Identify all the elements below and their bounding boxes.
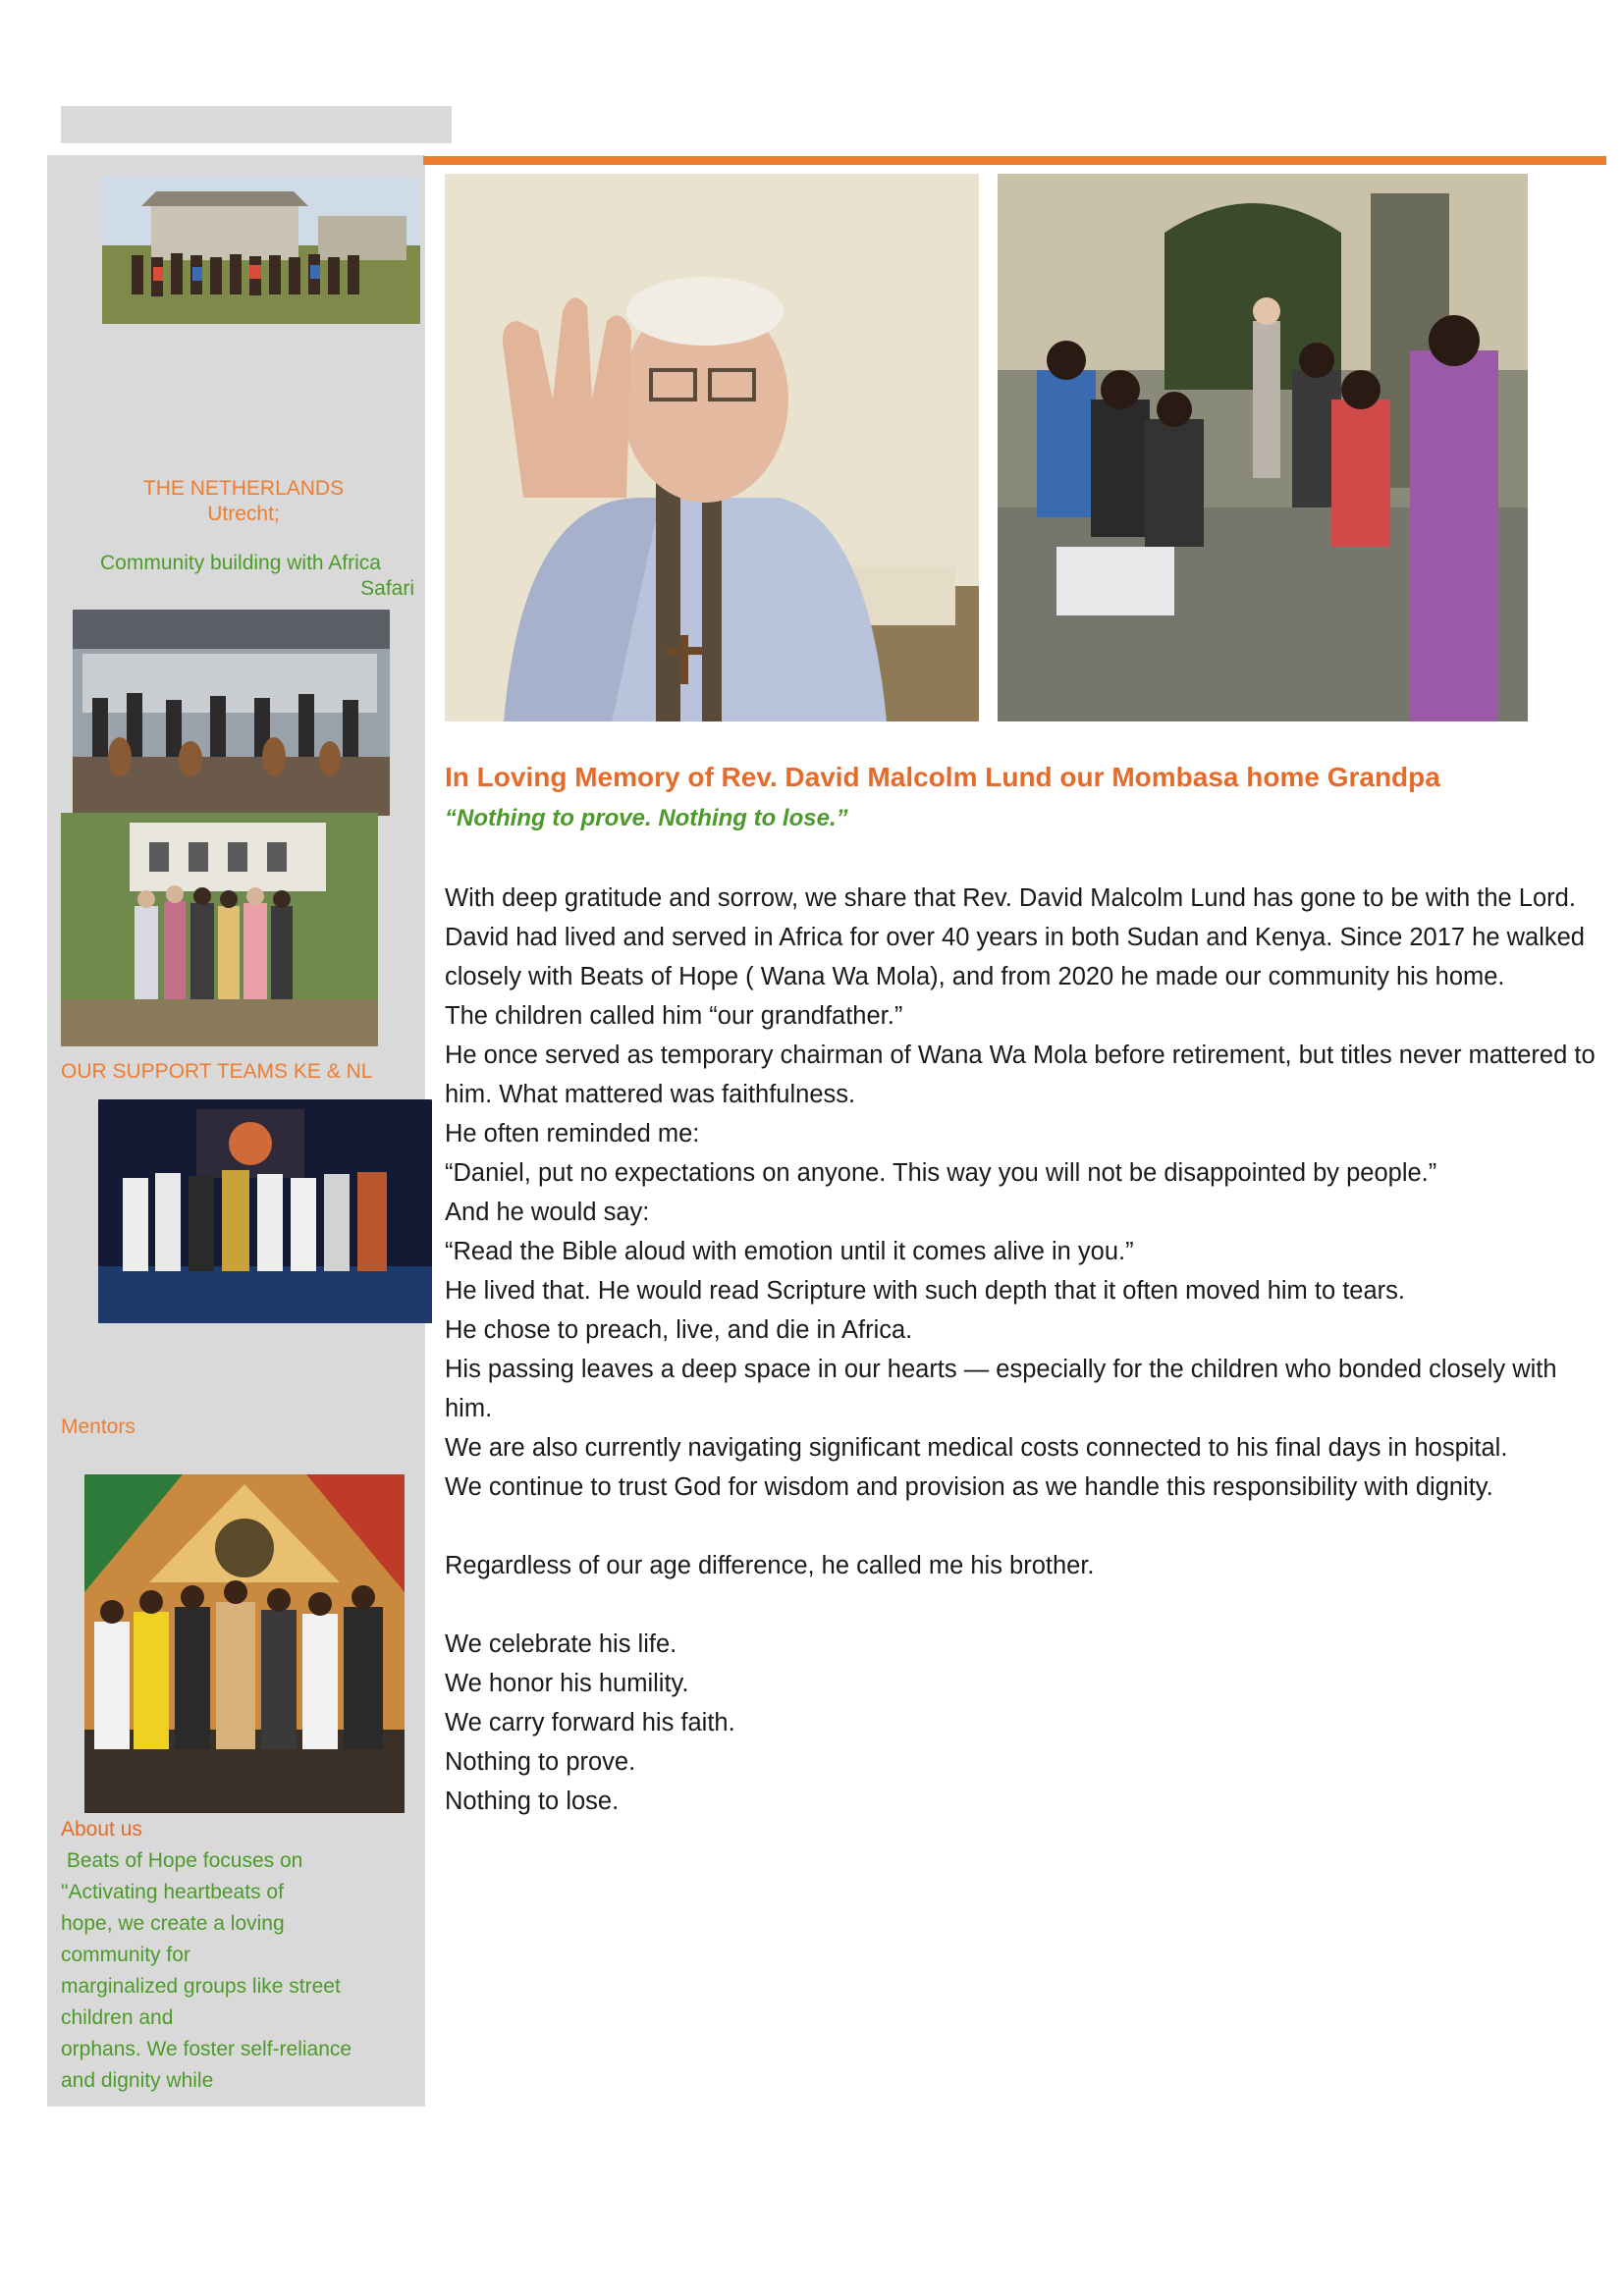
body-paragraph: The children called him “our grandfather.”	[445, 1002, 903, 1030]
about-us-line: children and	[61, 2006, 174, 2029]
body-paragraph: We continue to trust God for wisdom and provision as we handle this responsibility with dignity.	[445, 1473, 1493, 1501]
about-us-line: hope, we create a loving	[61, 1912, 285, 1935]
photo-bible-study-group	[998, 174, 1528, 721]
closing-line: We celebrate his life.	[445, 1630, 677, 1658]
closing-line: We carry forward his faith.	[445, 1709, 735, 1736]
article-quote: “Nothing to prove. Nothing to lose.”	[445, 805, 848, 831]
body-paragraph: He lived that. He would read Scripture with such depth that it often moved him to tears.	[445, 1277, 1406, 1305]
closing-line: Nothing to prove.	[445, 1748, 636, 1776]
body-paragraph: And he would say:	[445, 1199, 650, 1226]
body-paragraph: “Daniel, put no expectations on anyone. This way you will not be disappointed by people.”	[445, 1159, 1437, 1187]
closing-line: We honor his humility.	[445, 1670, 689, 1697]
mentors-caption: Mentors	[61, 1415, 135, 1438]
body-paragraph: He once served as temporary chairman of Wana Wa Mola before retirement, but titles never mattered to him. What mattered was faithfulness.	[445, 1041, 1596, 1108]
brother-line: Regardless of our age difference, he called me his brother.	[445, 1552, 1095, 1579]
location-title: THE NETHERLANDS	[142, 477, 345, 500]
article-body	[445, 879, 1603, 1821]
body-paragraph: His passing leaves a deep space in our hearts — especially for the children who bonded closely with him.	[445, 1356, 1557, 1422]
location-description: Community building with Africa	[100, 552, 381, 574]
closing-line: Nothing to lose.	[445, 1788, 620, 1815]
about-us-line: and dignity while	[61, 2069, 214, 2092]
about-us-line: marginalized groups like street	[61, 1975, 341, 1998]
location-city: Utrecht;	[207, 503, 280, 525]
article-title: In Loving Memory of Rev. David Malcolm Lund our Mombasa home Grandpa	[445, 762, 1440, 792]
location-description-cont: Safari	[360, 577, 414, 600]
photo-community-building	[102, 177, 420, 324]
about-us-heading: About us	[61, 1818, 142, 1841]
photo-rev-david-lund	[445, 174, 979, 721]
about-us-section	[61, 1814, 395, 2097]
orange-divider	[423, 156, 1606, 165]
about-us-line: community for	[61, 1944, 190, 1966]
support-teams-caption: OUR SUPPORT TEAMS KE & NL	[61, 1060, 373, 1083]
body-paragraph: We are also currently navigating significant medical costs connected to his final days in hospital.	[445, 1434, 1508, 1462]
body-paragraph: David had lived and served in Africa for over 40 years in both Sudan and Kenya. Since 2017 he walked closely with Beats of Hope ( Wana Wa Mola), and from 2020 he made our community his home.	[445, 924, 1585, 990]
photo-support-teams-stage	[98, 1099, 432, 1323]
photo-support-team-group	[61, 813, 378, 1046]
about-us-line: orphans. We foster self-reliance	[61, 2038, 352, 2060]
about-us-line: Beats of Hope focuses on	[61, 1849, 303, 1872]
photo-drumming-workshop	[73, 610, 390, 816]
header-gray-bar	[61, 106, 452, 143]
about-us-line: "Activating heartbeats of	[61, 1881, 284, 1903]
photo-mentors	[84, 1474, 405, 1813]
body-paragraph: He often reminded me:	[445, 1120, 700, 1148]
body-paragraph: With deep gratitude and sorrow, we share that Rev. David Malcolm Lund has gone to be with the Lord.	[445, 884, 1576, 912]
body-paragraph: He chose to preach, live, and die in Africa.	[445, 1316, 913, 1344]
body-paragraph: “Read the Bible aloud with emotion until it comes alive in you.”	[445, 1238, 1134, 1265]
